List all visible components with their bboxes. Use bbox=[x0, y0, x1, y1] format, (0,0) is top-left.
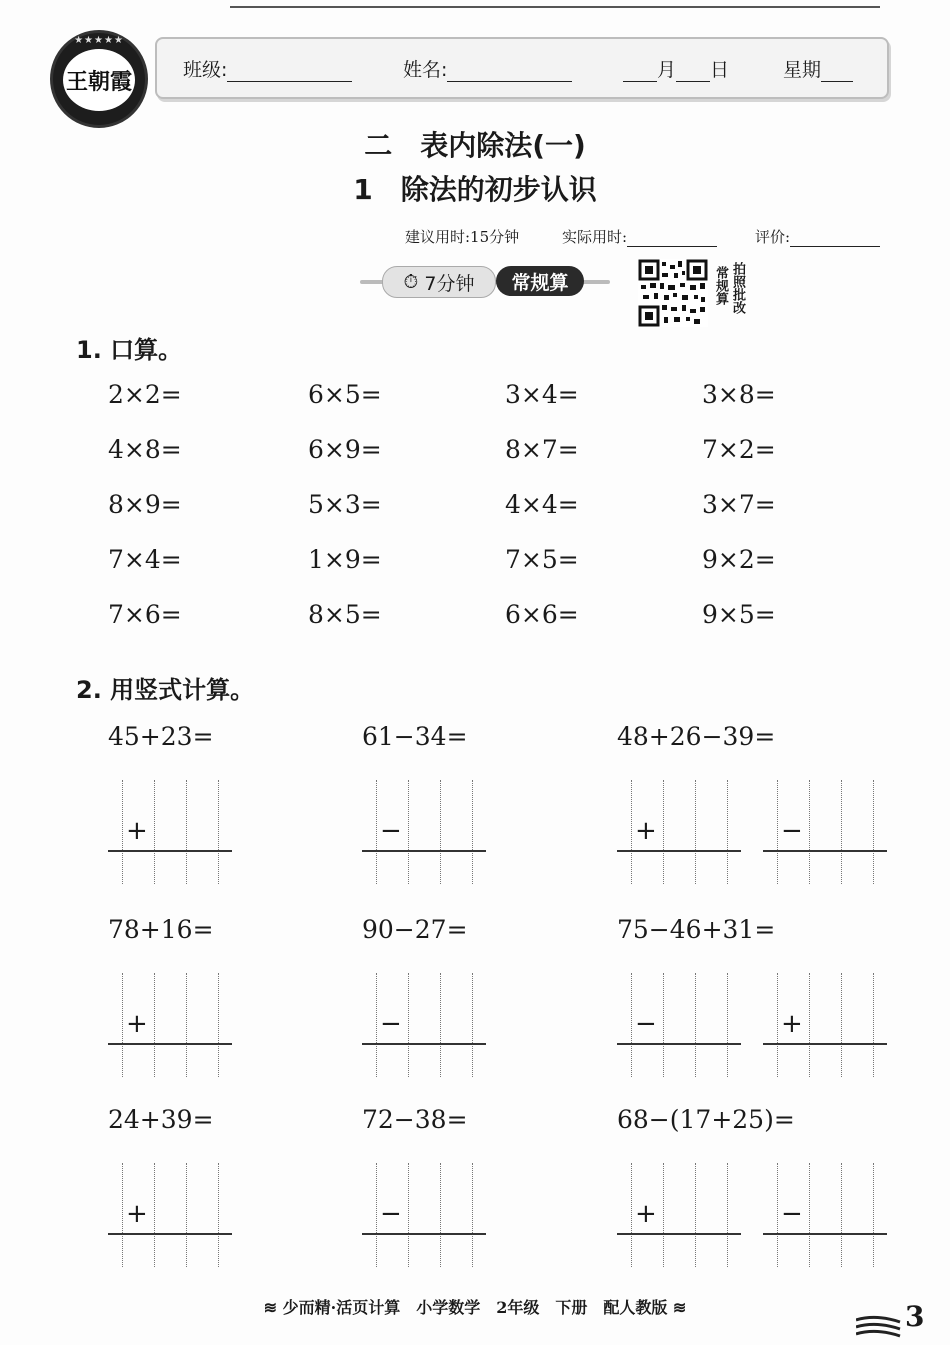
oral-calc-item: 5×3= bbox=[308, 490, 382, 519]
grid-answer-line bbox=[763, 1043, 887, 1045]
grid-column-line bbox=[841, 973, 842, 1077]
day-blank[interactable] bbox=[676, 63, 710, 82]
grid-column-line bbox=[122, 780, 123, 884]
minus-sign: − bbox=[781, 816, 803, 846]
grid-answer-line bbox=[763, 850, 887, 852]
grid-column-line bbox=[218, 1163, 219, 1267]
vertical-calc-expression: 72−38= bbox=[362, 1105, 468, 1134]
brand-logo bbox=[50, 30, 148, 128]
suggested-time: 建议用时:15分钟 bbox=[405, 228, 520, 246]
class-field[interactable] bbox=[183, 55, 352, 82]
grid-column-line bbox=[841, 780, 842, 884]
class-label: 班级: bbox=[183, 59, 228, 81]
student-info-bar bbox=[155, 37, 889, 99]
grid-column-line bbox=[440, 1163, 441, 1267]
minus-sign: − bbox=[781, 1199, 803, 1229]
grid-column-line bbox=[472, 973, 473, 1077]
grid-answer-line bbox=[763, 1233, 887, 1235]
grid-column-line bbox=[873, 780, 874, 884]
lesson-title: 1 除法的初步认识 bbox=[353, 173, 597, 206]
evaluation-field[interactable] bbox=[755, 226, 880, 247]
qr-caption-col1: 常规算 bbox=[713, 266, 728, 305]
grid-column-line bbox=[472, 1163, 473, 1267]
vertical-calc-grid-box[interactable] bbox=[763, 973, 889, 1077]
qr-code-icon[interactable] bbox=[638, 259, 708, 327]
grid-column-line bbox=[631, 973, 632, 1077]
exercise-type-badge: 常规算 bbox=[496, 266, 584, 296]
name-blank[interactable] bbox=[447, 63, 572, 82]
grid-answer-line bbox=[362, 1233, 486, 1235]
grid-answer-line bbox=[617, 850, 741, 852]
grid-column-line bbox=[154, 780, 155, 884]
plus-sign: + bbox=[635, 1199, 657, 1229]
oral-calc-item: 3×7= bbox=[702, 490, 776, 519]
grid-column-line bbox=[376, 1163, 377, 1267]
oral-calc-item: 6×9= bbox=[308, 435, 382, 464]
vertical-calc-expression: 68−(17+25)= bbox=[617, 1105, 795, 1134]
vertical-calc-grid-box[interactable] bbox=[763, 780, 889, 884]
top-rule bbox=[230, 6, 880, 8]
grid-answer-line bbox=[108, 850, 232, 852]
grid-column-line bbox=[631, 780, 632, 884]
grid-column-line bbox=[408, 973, 409, 1077]
grid-column-line bbox=[154, 1163, 155, 1267]
vertical-calc-grid-box[interactable] bbox=[362, 1163, 488, 1267]
stopwatch-icon: ⏱ bbox=[403, 271, 419, 293]
grid-answer-line bbox=[362, 1043, 486, 1045]
oral-calc-item: 7×4= bbox=[108, 545, 182, 574]
grid-answer-line bbox=[617, 1043, 741, 1045]
evaluation-blank[interactable] bbox=[790, 228, 880, 247]
grid-column-line bbox=[154, 973, 155, 1077]
footer-text: ≋ 少而精·活页计算 小学数学 2年级 下册 配人教版 ≋ bbox=[263, 1298, 687, 1317]
oral-calc-item: 4×4= bbox=[505, 490, 579, 519]
section1-title: 1. 口算。 bbox=[76, 336, 183, 364]
grid-column-line bbox=[873, 973, 874, 1077]
oral-calc-item: 8×5= bbox=[308, 600, 382, 629]
vertical-calc-grid-box[interactable] bbox=[108, 780, 234, 884]
section2-title: 2. 用竖式计算。 bbox=[76, 676, 255, 704]
minus-sign: − bbox=[380, 1199, 402, 1229]
grid-column-line bbox=[186, 1163, 187, 1267]
actual-time-field[interactable] bbox=[562, 226, 717, 247]
vertical-calc-grid-box[interactable] bbox=[763, 1163, 889, 1267]
plus-sign: + bbox=[126, 816, 148, 846]
plus-sign: + bbox=[126, 1009, 148, 1039]
grid-column-line bbox=[695, 780, 696, 884]
oral-calc-item: 7×6= bbox=[108, 600, 182, 629]
oral-calc-item: 8×7= bbox=[505, 435, 579, 464]
grid-column-line bbox=[408, 780, 409, 884]
actual-time-label: 实际用时: bbox=[562, 228, 628, 246]
grid-column-line bbox=[472, 780, 473, 884]
month-blank[interactable] bbox=[623, 63, 657, 82]
page-number: 3 bbox=[905, 1300, 925, 1333]
oral-calc-item: 8×9= bbox=[108, 490, 182, 519]
grid-column-line bbox=[777, 973, 778, 1077]
grid-column-line bbox=[440, 780, 441, 884]
grid-column-line bbox=[631, 1163, 632, 1267]
grid-column-line bbox=[663, 780, 664, 884]
vertical-calc-expression: 45+23= bbox=[108, 722, 214, 751]
grid-column-line bbox=[663, 973, 664, 1077]
grid-column-line bbox=[186, 973, 187, 1077]
grid-column-line bbox=[809, 780, 810, 884]
grid-column-line bbox=[727, 780, 728, 884]
grid-column-line bbox=[122, 973, 123, 1077]
grid-column-line bbox=[122, 1163, 123, 1267]
name-field[interactable] bbox=[403, 55, 572, 82]
vertical-calc-grid-box[interactable] bbox=[362, 973, 488, 1077]
vertical-calc-expression: 48+26−39= bbox=[617, 722, 776, 751]
grid-answer-line bbox=[108, 1233, 232, 1235]
oral-calc-item: 9×5= bbox=[702, 600, 776, 629]
page-wave-icon bbox=[856, 1312, 902, 1338]
vertical-calc-grid-box[interactable] bbox=[108, 973, 234, 1077]
oral-calc-item: 1×9= bbox=[308, 545, 382, 574]
vertical-calc-grid-box[interactable] bbox=[617, 1163, 743, 1267]
oral-calc-item: 9×2= bbox=[702, 545, 776, 574]
logo-text: 王朝霞 bbox=[63, 49, 135, 111]
grid-column-line bbox=[408, 1163, 409, 1267]
minus-sign: − bbox=[635, 1009, 657, 1039]
grid-column-line bbox=[727, 973, 728, 1077]
vertical-calc-grid-box[interactable] bbox=[617, 973, 743, 1077]
date-field[interactable] bbox=[623, 55, 729, 82]
timer-badge bbox=[382, 266, 496, 298]
oral-calc-item: 6×5= bbox=[308, 380, 382, 409]
oral-calc-item: 7×5= bbox=[505, 545, 579, 574]
oral-calc-item: 7×2= bbox=[702, 435, 776, 464]
grid-column-line bbox=[376, 780, 377, 884]
grid-column-line bbox=[663, 1163, 664, 1267]
unit-title: 二 表内除法(一) bbox=[364, 129, 586, 162]
weekday-blank[interactable] bbox=[821, 63, 853, 82]
name-label: 姓名: bbox=[403, 59, 448, 81]
vertical-calc-expression: 78+16= bbox=[108, 915, 214, 944]
grid-column-line bbox=[695, 1163, 696, 1267]
oral-calc-item: 3×8= bbox=[702, 380, 776, 409]
qr-caption bbox=[712, 262, 746, 326]
class-blank[interactable] bbox=[227, 63, 352, 82]
grid-column-line bbox=[777, 1163, 778, 1267]
oral-calc-item: 6×6= bbox=[505, 600, 579, 629]
day-label: 日 bbox=[710, 59, 730, 81]
plus-sign: + bbox=[126, 1199, 148, 1229]
vertical-calc-expression: 61−34= bbox=[362, 722, 468, 751]
vertical-calc-expression: 90−27= bbox=[362, 915, 468, 944]
vertical-calc-grid-box[interactable] bbox=[362, 780, 488, 884]
grid-column-line bbox=[440, 973, 441, 1077]
minus-sign: − bbox=[380, 816, 402, 846]
minus-sign: − bbox=[380, 1009, 402, 1039]
vertical-calc-expression: 75−46+31= bbox=[617, 915, 776, 944]
plus-sign: + bbox=[781, 1009, 803, 1039]
grid-column-line bbox=[218, 780, 219, 884]
grid-column-line bbox=[695, 973, 696, 1077]
month-label: 月 bbox=[657, 59, 677, 81]
grid-column-line bbox=[186, 780, 187, 884]
grid-column-line bbox=[809, 1163, 810, 1267]
grid-answer-line bbox=[362, 850, 486, 852]
grid-column-line bbox=[873, 1163, 874, 1267]
oral-calc-item: 4×8= bbox=[108, 435, 182, 464]
oral-calc-item: 2×2= bbox=[108, 380, 182, 409]
logo-stars-icon: ★★★★★ bbox=[74, 35, 124, 46]
grid-column-line bbox=[809, 973, 810, 1077]
vertical-calc-grid-box[interactable] bbox=[108, 1163, 234, 1267]
grid-answer-line bbox=[617, 1233, 741, 1235]
weekday-label: 星期 bbox=[783, 59, 822, 81]
qr-caption-col2: 拍照批改 bbox=[730, 262, 745, 314]
grid-column-line bbox=[376, 973, 377, 1077]
grid-column-line bbox=[727, 1163, 728, 1267]
evaluation-label: 评价: bbox=[755, 228, 791, 246]
grid-column-line bbox=[777, 780, 778, 884]
grid-column-line bbox=[841, 1163, 842, 1267]
oral-calc-item: 3×4= bbox=[505, 380, 579, 409]
timer-text: 7分钟 bbox=[424, 272, 475, 295]
grid-column-line bbox=[218, 973, 219, 1077]
weekday-field[interactable] bbox=[783, 55, 853, 82]
vertical-calc-grid-box[interactable] bbox=[617, 780, 743, 884]
plus-sign: + bbox=[635, 816, 657, 846]
grid-answer-line bbox=[108, 1043, 232, 1045]
actual-time-blank[interactable] bbox=[627, 228, 717, 247]
vertical-calc-expression: 24+39= bbox=[108, 1105, 214, 1134]
